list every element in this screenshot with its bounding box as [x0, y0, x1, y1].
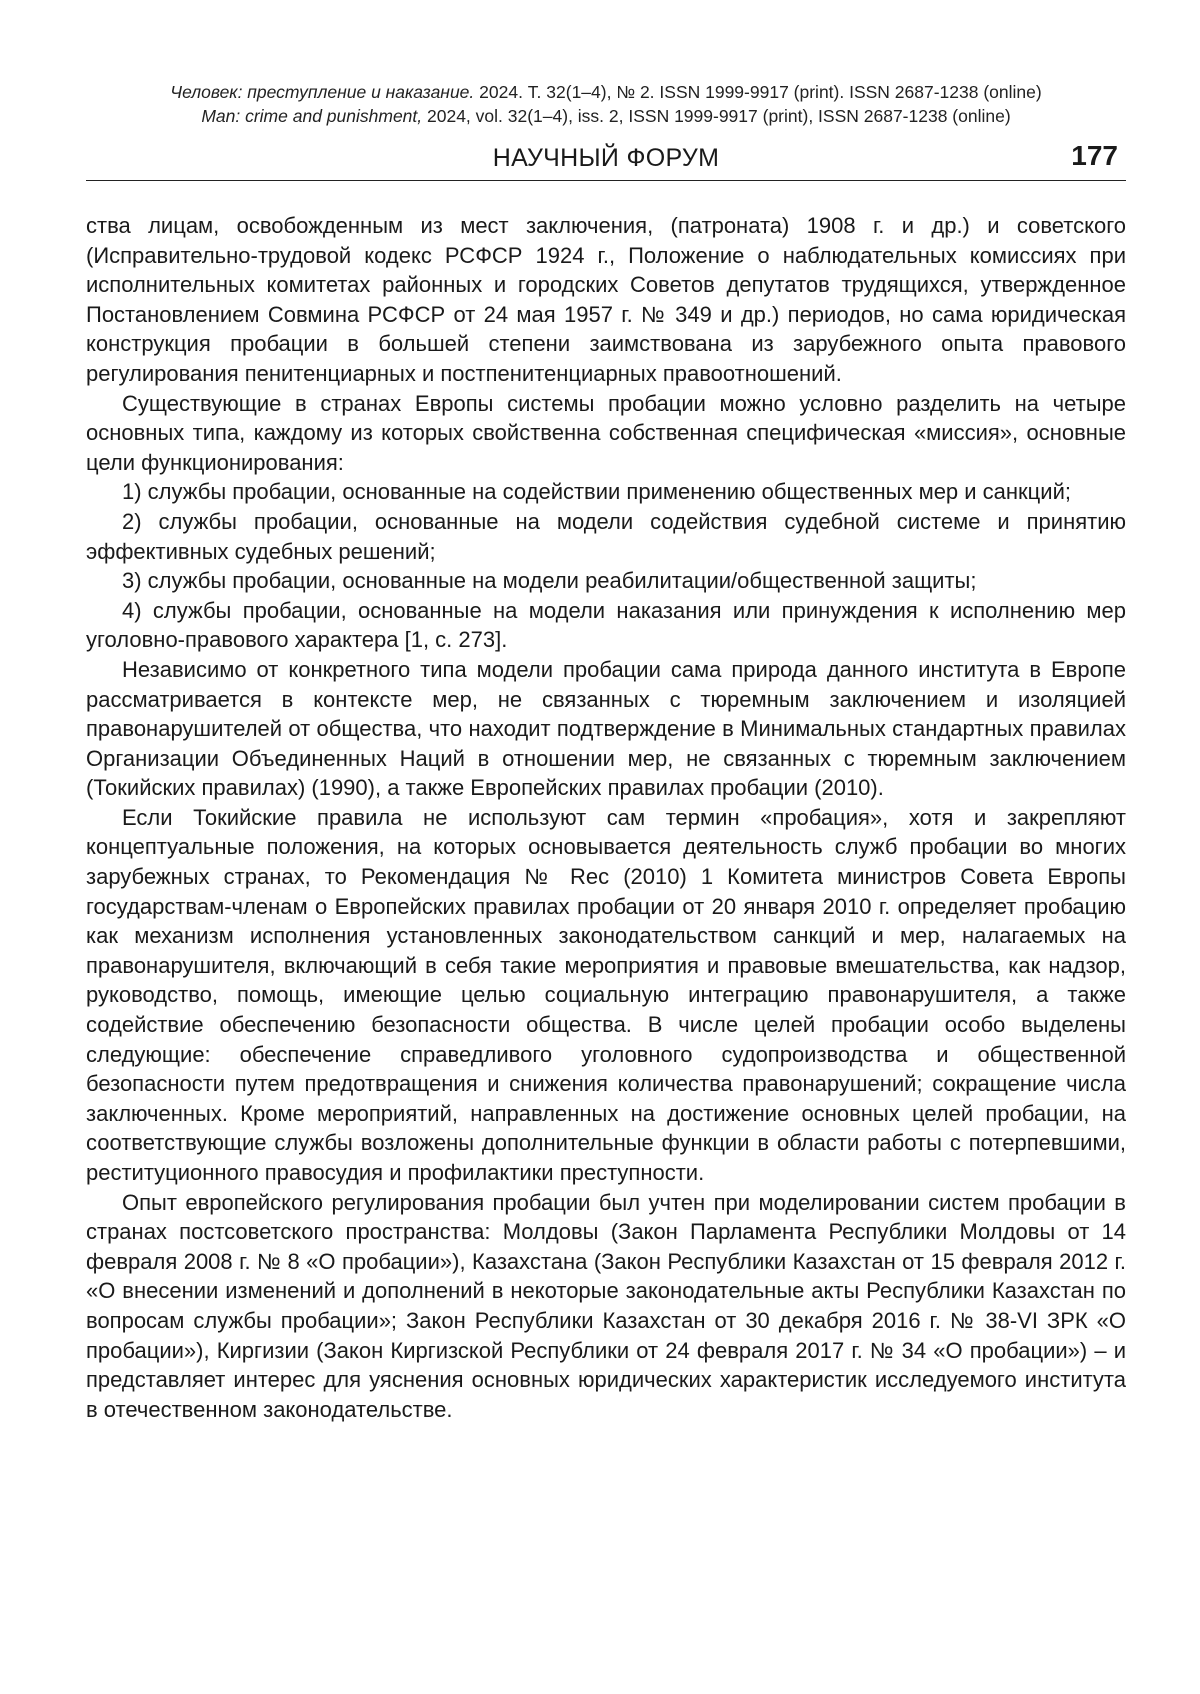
page-number: 177: [1071, 140, 1118, 171]
journal-issue-ru: 2024. Т. 32(1–4), № 2. ISSN 1999-9917 (print). ISSN 2687-1238 (online): [474, 82, 1042, 102]
body-paragraph: 4) службы пробации, основанные на модели наказания или принуждения к исполнению мер уголовно-правового характера [1, с. 273].: [86, 597, 1126, 653]
body-paragraph: Если Токийские правила не используют сам термин «пробация», хотя и закрепляют концептуальные положения, на которых основывается деятельность служб пробации во многих зарубежных странах, то Рекомендация № Rec (2010) 1 Комитета министров Совета Европы государствам-членам о Европейских правилах пробации от 20 января 2010 г. определяет пробацию как механизм исполнения установленных законодательством санкций и мер, налагаемых на правонарушителя, включающий в себя такие мероприятия и правовые вмешательства, как надзор, руководство, помощь, имеющие целью социальную интеграцию правонарушителя, а также содействие обеспечению безопасности общества. В числе целей пробации особо выделены следующие: обеспечение справедливого уголовного судопроизводства и общественной безопасности путем предотвращения и снижения количества правонарушений; сокращение числа заключенных. Кроме мероприятий, направленных на достижение основных целей пробации, на соответствующие службы возложены дополнительные функции в области работы с потерпевшими, реституционного правосудия и профилактики преступности.: [86, 804, 1126, 1185]
journal-title-en: Man: crime and punishment,: [201, 106, 423, 126]
running-header: [86, 80, 1126, 128]
body-paragraph: ства лицам, освобожденным из мест заключения, (патроната) 1908 г. и др.) и советского (Исправительно-трудовой кодекс РСФСР 1924 г., Положение о наблюдательных комиссиях при исполнительных комитетах районных и городских Советов депутатов трудящихся, утвержденное Постановлением Совмина РСФСР от 24 мая 1957 г. № 349 и др.) периодов, но сама юридическая конструкция пробации в большей степени заимствована из зарубежного опыта правового регулирования пенитенциарных и постпенитенциарных правоотношений.: [86, 213, 1126, 386]
journal-title-ru: Человек: преступление и наказание.: [170, 82, 475, 102]
body-paragraph: Независимо от конкретного типа модели пробации сама природа данного института в Европе рассматривается в контексте мер, не связанных с тюремным заключением и изоляцией правонарушителей от общества, что находит подтверждение в Минимальных стандартных правилах Организации Объединенных Наций в отношении мер, не связанных с тюремным заключением (Токийских правилах) (1990), а также Европейских правилах пробации (2010).: [86, 656, 1126, 801]
section-title: НАУЧНЫЙ ФОРУМ: [492, 144, 720, 172]
running-header-en: [86, 104, 1126, 128]
body-paragraph: Опыт европейского регулирования пробации был учтен при моделировании систем пробации в странах постсоветского пространства: Молдовы (Закон Парламента Республики Молдовы от 14 февраля 2008 г. № 8 «О пробации»), Казахстана (Закон Республики Казахстан от 15 февраля 2012 г. «О внесении изменений и дополнений в некоторые законодательные акты Республики Казахстан по вопросам службы пробации»; Закон Республики Казахстан от 30 декабря 2016 г. № 38-VI ЗРК «О пробации»), Киргизии (Закон Киргизской Республики от 24 февраля 2017 г. № 34 «О пробации») – и представляет интерес для уяснения основных юридических характеристик исследуемого института в отечественном законодательстве.: [86, 1189, 1126, 1422]
body-paragraph: 1) службы пробации, основанные на содействии применению общественных мер и санкций;: [122, 479, 1071, 505]
running-header-ru: [86, 80, 1126, 104]
body-paragraph: Существующие в странах Европы системы пробации можно условно разделить на четыре основных типа, каждому из которых свойственна собственная специфическая «миссия», основные цели функционирования:: [86, 390, 1126, 475]
body-paragraph: 3) службы пробации, основанные на модели реабилитации/общественной защиты;: [122, 568, 977, 594]
body-paragraph: 2) службы пробации, основанные на модели содействия судебной системе и принятию эффективных судебных решений;: [86, 508, 1126, 564]
journal-issue-en: 2024, vol. 32(1–4), iss. 2, ISSN 1999-9917 (print), ISSN 2687-1238 (online): [422, 106, 1011, 126]
journal-page: [86, 0, 1126, 1424]
section-header: [86, 140, 1126, 181]
article-body: [86, 211, 1126, 1424]
